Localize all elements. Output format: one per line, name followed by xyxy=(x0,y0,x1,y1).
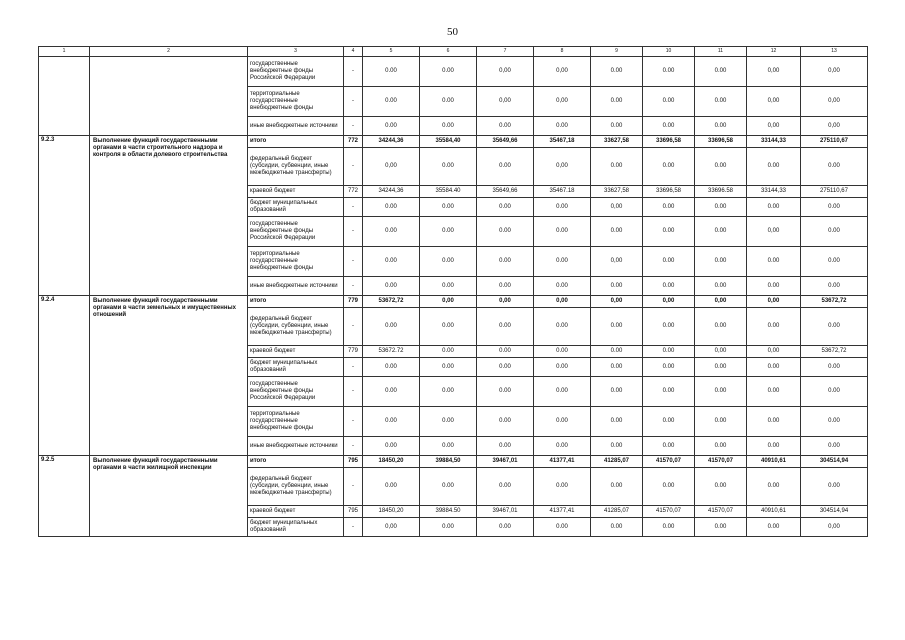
amount-cell: 33144,33 xyxy=(747,186,801,198)
amount-cell: 0,00 xyxy=(695,296,747,308)
amount-cell: 0.00 xyxy=(363,217,420,247)
amount-cell: 33696.58 xyxy=(695,186,747,198)
table-row xyxy=(39,57,868,87)
amount-cell: 0.00 xyxy=(363,277,420,296)
column-number: 1 xyxy=(39,47,90,57)
amount-cell: 0.00 xyxy=(643,247,695,277)
amount-cell: 0.00 xyxy=(695,198,747,217)
amount-cell: 0.00 xyxy=(747,518,801,537)
amount-cell: 0.00 xyxy=(695,217,747,247)
amount-cell: 0.00 xyxy=(363,468,420,506)
funding-source: итого xyxy=(248,456,344,468)
ministry-code: - xyxy=(344,277,363,296)
amount-cell: 0.00 xyxy=(747,358,801,377)
ministry-code: - xyxy=(344,198,363,217)
amount-cell: 53672.72 xyxy=(363,346,420,358)
amount-cell: 0,00 xyxy=(363,148,420,186)
amount-cell: 0.00 xyxy=(420,247,477,277)
item-description xyxy=(90,57,248,136)
amount-cell: 0.00 xyxy=(695,87,747,117)
amount-cell: 0,00 xyxy=(747,57,801,87)
amount-cell: 0.00 xyxy=(591,148,643,186)
amount-cell: 0.00 xyxy=(420,117,477,136)
amount-cell: 0.00 xyxy=(801,437,868,456)
amount-cell: 0,00 xyxy=(534,57,591,87)
amount-cell: 0.00 xyxy=(534,468,591,506)
amount-cell: 0.00 xyxy=(534,518,591,537)
amount-cell: 0.00 xyxy=(534,117,591,136)
amount-cell: 0,00 xyxy=(591,247,643,277)
amount-cell: 0.00 xyxy=(801,277,868,296)
amount-cell: 0.00 xyxy=(363,377,420,407)
column-number: 10 xyxy=(643,47,695,57)
amount-cell: 0.00 xyxy=(591,117,643,136)
ministry-code: - xyxy=(344,57,363,87)
amount-cell: 0,00 xyxy=(591,198,643,217)
amount-cell: 0.00 xyxy=(420,407,477,437)
amount-cell: 0.00 xyxy=(363,437,420,456)
amount-cell: 0.00 xyxy=(591,358,643,377)
column-number: 7 xyxy=(477,47,534,57)
amount-cell: 0.00 xyxy=(534,217,591,247)
amount-cell: 0.00 xyxy=(695,117,747,136)
amount-cell: 0.00 xyxy=(420,148,477,186)
amount-cell: 0.00 xyxy=(591,217,643,247)
amount-cell: 0,00 xyxy=(747,87,801,117)
amount-cell: 0.00 xyxy=(643,148,695,186)
funding-source: иные внебюджетные источники xyxy=(248,277,344,296)
amount-cell: 0.00 xyxy=(801,377,868,407)
amount-cell: 0.00 xyxy=(420,377,477,407)
amount-cell: 0.00 xyxy=(477,437,534,456)
amount-cell: 35584,40 xyxy=(420,136,477,148)
amount-cell: 0,00 xyxy=(695,346,747,358)
amount-cell: 0,00 xyxy=(477,87,534,117)
amount-cell: 18450,20 xyxy=(363,506,420,518)
funding-source: краевой бюджет xyxy=(248,506,344,518)
amount-cell: 0.00 xyxy=(534,247,591,277)
amount-cell: 0,00 xyxy=(747,117,801,136)
amount-cell: 0,00 xyxy=(747,346,801,358)
funding-source: территориальные государственные внебюджетные фонды xyxy=(248,407,344,437)
amount-cell: 33627,58 xyxy=(591,136,643,148)
amount-cell: 0.00 xyxy=(801,407,868,437)
amount-cell: 275110,67 xyxy=(801,186,868,198)
table-row xyxy=(39,456,868,468)
amount-cell: 0.00 xyxy=(477,468,534,506)
funding-source: бюджет муниципальных образований xyxy=(248,518,344,537)
amount-cell: 0.00 xyxy=(420,358,477,377)
amount-cell: 0,00 xyxy=(643,296,695,308)
amount-cell: 0,00 xyxy=(801,518,868,537)
amount-cell: 0.00 xyxy=(643,277,695,296)
funding-source: федеральный бюджет (субсидии, субвенции, иные межбюджетные трансферты) xyxy=(248,148,344,186)
funding-source: бюджет муниципальных образований xyxy=(248,198,344,217)
amount-cell: 0.00 xyxy=(363,87,420,117)
ministry-code: - xyxy=(344,518,363,537)
amount-cell: 0.00 xyxy=(747,377,801,407)
ministry-code: - xyxy=(344,308,363,346)
amount-cell: 0.00 xyxy=(477,346,534,358)
amount-cell: 39884,50 xyxy=(420,456,477,468)
ministry-code: - xyxy=(344,87,363,117)
amount-cell: 33627,58 xyxy=(591,186,643,198)
item-code xyxy=(39,57,90,136)
amount-cell: 0.00 xyxy=(747,468,801,506)
amount-cell: 0.00 xyxy=(643,358,695,377)
amount-cell: 0.00 xyxy=(747,277,801,296)
amount-cell: 0.00 xyxy=(420,346,477,358)
amount-cell: 35467,18 xyxy=(534,136,591,148)
amount-cell: 41377,41 xyxy=(534,456,591,468)
item-code: 9.2.5 xyxy=(39,456,90,537)
ministry-code: - xyxy=(344,377,363,407)
amount-cell: 0,00 xyxy=(747,296,801,308)
ministry-code: - xyxy=(344,217,363,247)
amount-cell: 0.00 xyxy=(801,468,868,506)
amount-cell: 0.00 xyxy=(591,377,643,407)
ministry-code: - xyxy=(344,358,363,377)
amount-cell: 39467,01 xyxy=(477,456,534,468)
amount-cell: 39467,01 xyxy=(477,506,534,518)
amount-cell: 0.00 xyxy=(591,277,643,296)
amount-cell: 0.00 xyxy=(420,468,477,506)
amount-cell: 0.00 xyxy=(695,308,747,346)
amount-cell: 0.00 xyxy=(643,198,695,217)
amount-cell: 41570,07 xyxy=(643,506,695,518)
amount-cell: 0.00 xyxy=(420,308,477,346)
ministry-code: - xyxy=(344,117,363,136)
amount-cell: 0.00 xyxy=(695,247,747,277)
amount-cell: 304514,94 xyxy=(801,506,868,518)
budget-table xyxy=(38,46,868,537)
amount-cell: 35649,66 xyxy=(477,186,534,198)
amount-cell: 0.00 xyxy=(801,217,868,247)
amount-cell: 0.00 xyxy=(643,346,695,358)
amount-cell: 0.00 xyxy=(695,407,747,437)
amount-cell: 0,00 xyxy=(477,296,534,308)
amount-cell: 0,00 xyxy=(534,296,591,308)
ministry-code: - xyxy=(344,468,363,506)
amount-cell: 0,00 xyxy=(591,296,643,308)
item-description: Выполнение функций государственными органами в части земельных и имущественных отношений xyxy=(90,296,248,456)
amount-cell: 0.00 xyxy=(747,198,801,217)
amount-cell: 0.00 xyxy=(747,308,801,346)
amount-cell: 0.00 xyxy=(477,148,534,186)
amount-cell: 0.00 xyxy=(695,377,747,407)
column-number: 9 xyxy=(591,47,643,57)
amount-cell: 33696,58 xyxy=(643,136,695,148)
column-number: 12 xyxy=(747,47,801,57)
funding-source: иные внебюджетные источники xyxy=(248,437,344,456)
amount-cell: 0.00 xyxy=(477,407,534,437)
ministry-code: - xyxy=(344,148,363,186)
table-row xyxy=(39,296,868,308)
amount-cell: 0.00 xyxy=(747,407,801,437)
amount-cell: 275110,67 xyxy=(801,136,868,148)
amount-cell: 0.00 xyxy=(695,358,747,377)
amount-cell: 0.00 xyxy=(534,277,591,296)
amount-cell: 0.00 xyxy=(477,217,534,247)
amount-cell: 33696,58 xyxy=(695,136,747,148)
amount-cell: 0.00 xyxy=(801,198,868,217)
ministry-code: - xyxy=(344,407,363,437)
amount-cell: 0.00 xyxy=(420,277,477,296)
amount-cell: 0,00 xyxy=(534,87,591,117)
table-row xyxy=(39,136,868,148)
column-number: 2 xyxy=(90,47,248,57)
amount-cell: 0.00 xyxy=(695,468,747,506)
ministry-code: 772 xyxy=(344,136,363,148)
amount-cell: 0.00 xyxy=(801,148,868,186)
amount-cell: 53672,72 xyxy=(801,346,868,358)
amount-cell: 0.00 xyxy=(477,247,534,277)
funding-source: краевой бюджет xyxy=(248,186,344,198)
amount-cell: 0.00 xyxy=(747,247,801,277)
column-number: 13 xyxy=(801,47,868,57)
amount-cell: 0.00 xyxy=(591,308,643,346)
amount-cell: 39884.50 xyxy=(420,506,477,518)
amount-cell: 0.00 xyxy=(801,247,868,277)
amount-cell: 0.00 xyxy=(695,277,747,296)
amount-cell: 0.00 xyxy=(363,117,420,136)
amount-cell: 0.00 xyxy=(643,308,695,346)
amount-cell: 0.00 xyxy=(643,217,695,247)
funding-source: итого xyxy=(248,296,344,308)
amount-cell: 0.00 xyxy=(695,518,747,537)
ministry-code: 795 xyxy=(344,506,363,518)
amount-cell: 0.00 xyxy=(643,468,695,506)
amount-cell: 0.00 xyxy=(534,377,591,407)
page-number: 50 xyxy=(447,26,458,38)
amount-cell: 18450,20 xyxy=(363,456,420,468)
amount-cell: 0,00 xyxy=(363,518,420,537)
amount-cell: 0.00 xyxy=(643,117,695,136)
amount-cell: 0,00 xyxy=(801,87,868,117)
amount-cell: 41285,07 xyxy=(591,456,643,468)
amount-cell: 0.00 xyxy=(420,437,477,456)
amount-cell: 40910,61 xyxy=(747,456,801,468)
amount-cell: 0.00 xyxy=(363,407,420,437)
item-code: 9.2.3 xyxy=(39,136,90,296)
funding-source: федеральный бюджет (субсидии, субвенции, иные межбюджетные трансферты) xyxy=(248,308,344,346)
amount-cell: 0.00 xyxy=(643,87,695,117)
amount-cell: 0.00 xyxy=(477,117,534,136)
amount-cell: 0.00 xyxy=(643,407,695,437)
amount-cell: 0.00 xyxy=(591,57,643,87)
amount-cell: 0.00 xyxy=(534,346,591,358)
amount-cell: 53672,72 xyxy=(801,296,868,308)
amount-cell: 41570,07 xyxy=(643,456,695,468)
ministry-code: 772 xyxy=(344,186,363,198)
funding-source: государственные внебюджетные фонды Российской Федерации xyxy=(248,217,344,247)
funding-source: итого xyxy=(248,136,344,148)
amount-cell: 0.00 xyxy=(747,437,801,456)
amount-cell: 34244,36 xyxy=(363,186,420,198)
amount-cell: 41570,07 xyxy=(695,506,747,518)
amount-cell: 0,00 xyxy=(801,117,868,136)
amount-cell: 33696,58 xyxy=(643,186,695,198)
item-description: Выполнение функций государственными органами в части строительного надзора и контроля в области долевого строительства xyxy=(90,136,248,296)
amount-cell: 0.00 xyxy=(534,437,591,456)
amount-cell: 304514,94 xyxy=(801,456,868,468)
amount-cell: 0.00 xyxy=(643,518,695,537)
amount-cell: 0.00 xyxy=(363,308,420,346)
amount-cell: 0.00 xyxy=(591,518,643,537)
amount-cell: 0.00 xyxy=(695,148,747,186)
amount-cell: 41377,41 xyxy=(534,506,591,518)
ministry-code: - xyxy=(344,437,363,456)
amount-cell: 0.00 xyxy=(801,308,868,346)
amount-cell: 0.00 xyxy=(695,437,747,456)
amount-cell: 35649,66 xyxy=(477,136,534,148)
ministry-code: - xyxy=(344,247,363,277)
amount-cell: 0.00 xyxy=(477,358,534,377)
funding-source: территориальные государственные внебюджетные фонды xyxy=(248,247,344,277)
amount-cell: 0,00 xyxy=(534,148,591,186)
amount-cell: 0.00 xyxy=(534,308,591,346)
column-number: 4 xyxy=(344,47,363,57)
amount-cell: 41285,07 xyxy=(591,506,643,518)
amount-cell: 40910,61 xyxy=(747,506,801,518)
amount-cell: 34244,36 xyxy=(363,136,420,148)
amount-cell: 0.00 xyxy=(420,87,477,117)
amount-cell: 0.00 xyxy=(363,358,420,377)
amount-cell: 0.00 xyxy=(801,358,868,377)
amount-cell: 0.00 xyxy=(477,198,534,217)
amount-cell: 0.00 xyxy=(695,57,747,87)
table-body xyxy=(39,47,868,537)
amount-cell: 0.00 xyxy=(363,198,420,217)
amount-cell: 0.00 xyxy=(591,87,643,117)
amount-cell: 0,00 xyxy=(747,217,801,247)
amount-cell: 0.00 xyxy=(477,518,534,537)
funding-source: государственные внебюджетные фонды Российской Федерации xyxy=(248,377,344,407)
funding-source: иные внебюджетные источники xyxy=(248,117,344,136)
column-number: 6 xyxy=(420,47,477,57)
funding-source: краевой бюджет xyxy=(248,346,344,358)
amount-cell: 0.00 xyxy=(534,358,591,377)
amount-cell: 0.00 xyxy=(643,437,695,456)
amount-cell: 0.00 xyxy=(420,198,477,217)
amount-cell: 0.00 xyxy=(363,57,420,87)
ministry-code: 795 xyxy=(344,456,363,468)
amount-cell: 0.00 xyxy=(420,217,477,247)
amount-cell: 0.00 xyxy=(477,277,534,296)
amount-cell: 33144,33 xyxy=(747,136,801,148)
amount-cell: 35584.40 xyxy=(420,186,477,198)
amount-cell: 35467.18 xyxy=(534,186,591,198)
amount-cell: 0.00 xyxy=(591,407,643,437)
amount-cell: 0,00 xyxy=(420,296,477,308)
column-number: 11 xyxy=(695,47,747,57)
column-number: 3 xyxy=(248,47,344,57)
column-number: 5 xyxy=(363,47,420,57)
amount-cell: 0,00 xyxy=(477,57,534,87)
amount-cell: 0.00 xyxy=(477,377,534,407)
amount-cell: 0.00 xyxy=(643,57,695,87)
amount-cell: 0.00 xyxy=(534,407,591,437)
amount-cell: 0.00 xyxy=(591,468,643,506)
column-number-row xyxy=(39,47,868,57)
amount-cell: 0.00 xyxy=(747,148,801,186)
funding-source: федеральный бюджет (субсидии, субвенции, иные межбюджетные трансферты) xyxy=(248,468,344,506)
amount-cell: 0.00 xyxy=(534,198,591,217)
amount-cell: 0.00 xyxy=(591,437,643,456)
amount-cell: 0,00 xyxy=(801,57,868,87)
amount-cell: 0.00 xyxy=(643,377,695,407)
amount-cell: 53672,72 xyxy=(363,296,420,308)
amount-cell: 0.00 xyxy=(477,308,534,346)
funding-source: территориальные государственные внебюджетные фонды xyxy=(248,87,344,117)
amount-cell: 0.00 xyxy=(591,346,643,358)
amount-cell: 0.00 xyxy=(363,247,420,277)
funding-source: государственные внебюджетные фонды Российской Федерации xyxy=(248,57,344,87)
amount-cell: 41570,07 xyxy=(695,456,747,468)
item-code: 9.2.4 xyxy=(39,296,90,456)
funding-source: бюджет муниципальных образований xyxy=(248,358,344,377)
ministry-code: 779 xyxy=(344,346,363,358)
column-number: 8 xyxy=(534,47,591,57)
ministry-code: 779 xyxy=(344,296,363,308)
amount-cell: 0.00 xyxy=(420,518,477,537)
amount-cell: 0.00 xyxy=(420,57,477,87)
item-description: Выполнение функций государственными органами в части жилищной инспекции xyxy=(90,456,248,537)
